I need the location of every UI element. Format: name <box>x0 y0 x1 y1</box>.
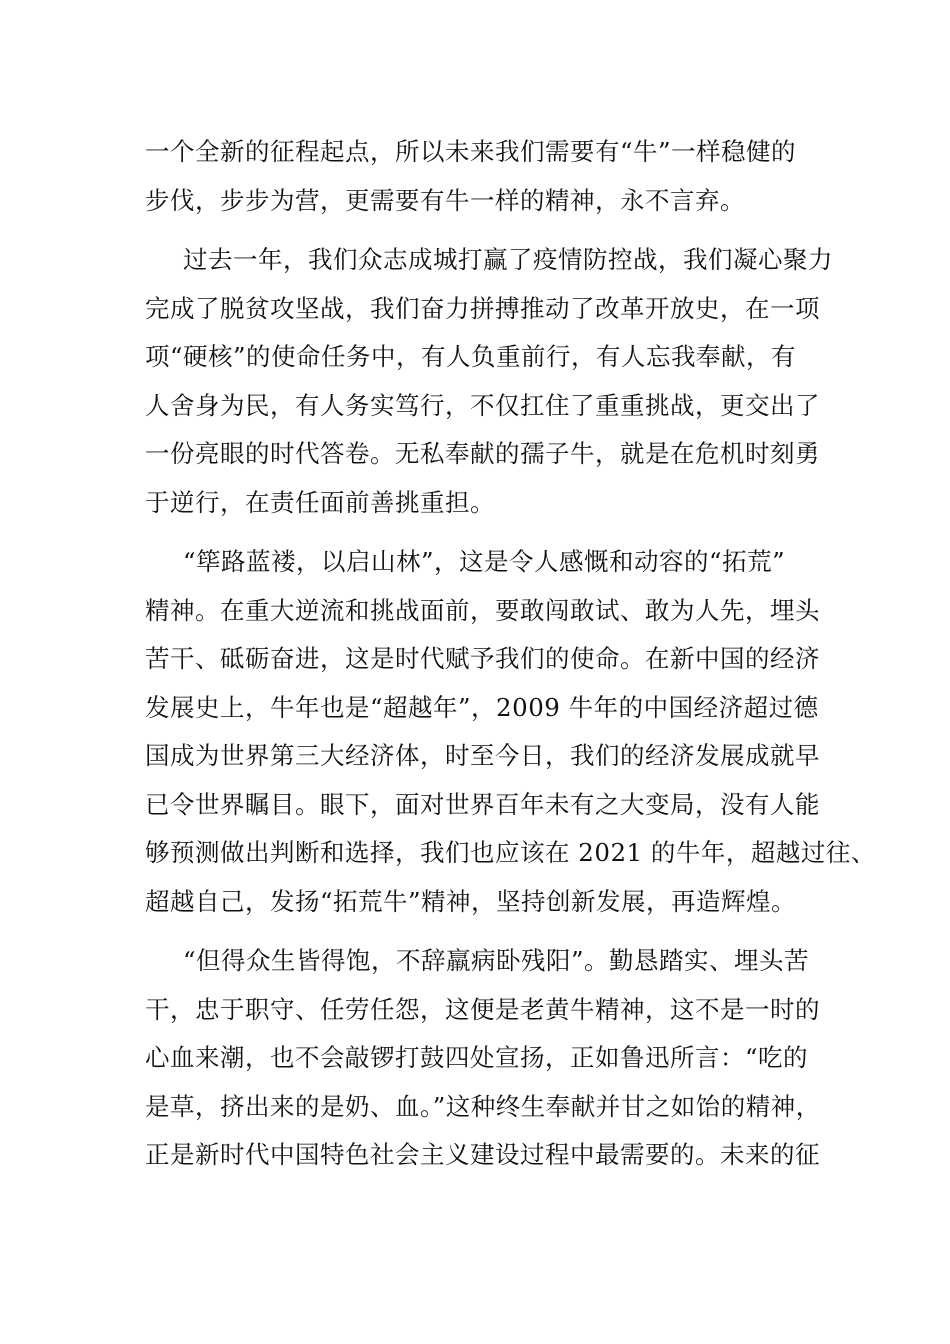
text-line: 心血来潮，也不会敲锣打鼓四处宣扬，正如鲁迅所言：“吃的 <box>145 1043 809 1072</box>
text-line: 够预测做出判断和选择，我们也应该在 2021 的牛年，超越过往、 <box>145 838 876 867</box>
text-line: “但得众生皆得饱，不辞羸病卧残阳”。勤恳踏实、埋头苦 <box>183 946 810 975</box>
text-line: 一份亮眼的时代答卷。无私奉献的孺子牛，就是在危机时刻勇 <box>145 439 820 468</box>
text-line: 完成了脱贫攻坚战，我们奋力拼搏推动了改革开放史，在一项 <box>145 293 820 323</box>
text-line: “筚路蓝褛，以启山林”，这是令人感慨和动容的“拓荒” <box>183 547 786 576</box>
text-line: 干，忠于职守、任劳任怨，这便是老黄牛精神，这不是一时的 <box>145 994 820 1024</box>
text-line: 于逆行，在责任面前善挑重担。 <box>145 487 495 517</box>
text-line: 过去一年，我们众志成城打赢了疫情防控战，我们凝心聚力 <box>183 245 833 274</box>
text-line: 步伐，步步为营，更需要有牛一样的精神，永不言弃。 <box>145 185 745 215</box>
text-line: 苦干、砥砺奋进，这是时代赋予我们的使命。在新中国的经济 <box>145 644 820 673</box>
text-line: 超越自己，发扬“拓荒牛”精神，坚持创新发展，再造辉煌。 <box>145 886 797 916</box>
text-line: 已令世界瞩目。眼下，面对世界百年未有之大变局，没有人能 <box>145 789 820 819</box>
paragraph-1 <box>145 128 810 225</box>
body-text <box>145 128 876 1191</box>
text-line: 正是新时代中国特色社会主义建设过程中最需要的。未来的征 <box>145 1140 820 1169</box>
paragraph-3 <box>145 538 876 926</box>
text-line: 精神。在重大逆流和挑战面前，要敢闯敢试、敢为人先，埋头 <box>145 595 820 625</box>
paragraph-2 <box>145 236 833 527</box>
text-line: 人舍身为民，有人务实笃行，不仅扛住了重重挑战，更交出了 <box>145 390 820 420</box>
text-line: 项“硬核”的使命任务中，有人负重前行，有人忘我奉献，有 <box>145 342 797 371</box>
text-line: 发展史上，牛年也是“超越年”，2009 牛年的中国经济超过德 <box>145 692 819 722</box>
text-line: 一个全新的征程起点，所以未来我们需要有“牛”一样稳健的 <box>145 137 797 166</box>
text-line: 是草，挤出来的是奶、血。”这种终生奉献并甘之如饴的精神， <box>145 1091 821 1121</box>
text-line: 国成为世界第三大经济体，时至今日，我们的经济发展成就早 <box>145 741 820 770</box>
paragraph-4 <box>145 937 821 1180</box>
